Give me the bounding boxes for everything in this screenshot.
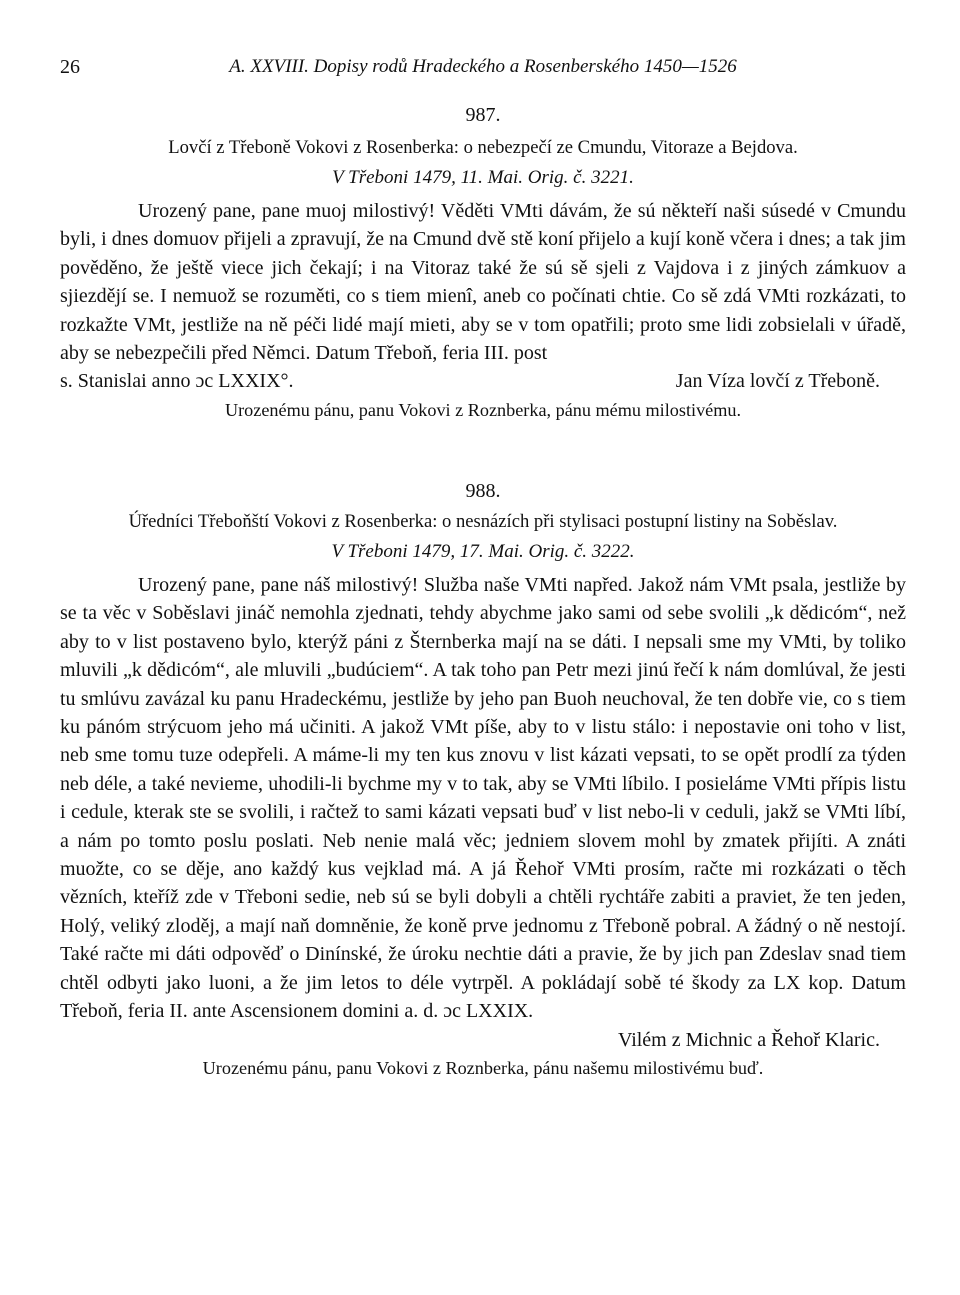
running-title: A. XXVIII. Dopisy rodů Hradeckého a Rosenberského 1450—1526 — [229, 56, 737, 77]
letter-dating: V Třeboni 1479, 17. Mai. Orig. č. 3222. — [331, 541, 635, 562]
letter-address: Urozenému pánu, panu Vokovi z Roznberka, pánu našemu milostivému buď. — [202, 1057, 764, 1078]
letter-body — [60, 571, 906, 1054]
letter-address: Urozenému pánu, panu Vokovi z Roznberka, pánu mému milostivému. — [224, 399, 742, 420]
letter-body — [60, 197, 906, 396]
letter-dating: V Třeboni 1479, 11. Mai. Orig. č. 3221. — [332, 167, 634, 188]
letter-signature: Vilém z Michnic a Řehoř Klaric. — [617, 1028, 880, 1051]
letter-regest: Lovčí z Třeboně Vokovi z Rosenberka: o nebezpečí ze Cmundu, Vitoraze a Bejdova. — [168, 137, 798, 158]
letter-988 — [60, 480, 906, 1082]
page-header — [60, 56, 906, 84]
letter-regest: Úředníci Třeboňští Vokovi z Rosenberka: o nesnázích při stylisaci postupní listiny na Soběslav. — [128, 511, 838, 532]
letter-987 — [60, 104, 906, 424]
letter-text: Urozený pane, pane náš milostivý! Služba naše VMti napřed. Jakož nám VMt psala, jestliže by se ta věc v Soběslavi jináč nemohla zjednati, tehdy abychme jako sami od sebe svolili „k dědicóm“, než aby to v list postaveno bylo, kterýž páni z Šternberka mají na se dáti. I nepsali sme my VMti, by toliko mluvili „k dědicóm“, ale mluvili „budúciem“. A tak toho pan Petr mezi jinú řečí k nám domlúval, že jesti tu smlúvu zavázal ku panu Hradeckému, jestliže by jeho pan Buoh neuchoval, že ten dobře vie, co s tiem ku pánóm strýcuom jeho má učiniti. A jakož VMt píše, aby to v listu stálo: i nepostavie oni toho v list, neb sme tomu tuze odepřeli. A máme-li my ten kus znovu v list kázati vepsati, to se opět prodlí za týden neb déle, a také nevieme, uhodili-li bychme my v to tak, aby se VMti líbilo. I posieláme VMti přípis listu i cedule, kterak ste se svolili, i račtež to sami kázati vepsati buď v list nebo-li v ceduli, jakž se VMti líbí, a nám po tomto poslu poslati. Neb nenie malá věc; jedniem slovem mohl by zmatek přijíti. A znáti muožte, co se děje, ano každý kus vejklad má. A já Řehoř VMti prosím, račte mi rozkázati o těch vězních, kteříž zde v Třeboni sedie, neb sú se byli dobyli a chtěli rychtáře zabiti a praviet, že ten jeden, Holý, veliký zloděj, a mají naň domněnie, že koně prve jednomu z Třeboně pobral. A žádný o ně nestojí. Také račte mi dáti odpověď o Dinínské, že úroku nechtie dáti a pravie, že by jich pan Zdeslav snad tiem chtěl odbyti jako luoni, a že jim letos to déle vytrpěl. A pokládají sobě té škody za LX kop. Datum Třeboň, feria II. ante Ascensionem domini a. d. ɔc LXXIX. — [60, 574, 906, 1023]
letter-number: 988. — [465, 480, 501, 502]
page-number: 26 — [60, 56, 80, 78]
letter-number: 987. — [465, 104, 501, 126]
letter-signature: Jan Víza lovčí z Třeboně. — [675, 370, 880, 393]
letter-closing: s. Stanislai anno ɔc LXXIX°. — [60, 370, 294, 393]
letter-text: Urozený pane, pane muoj milostivý! Věděti VMti dávám, že sú někteří naši súsedé v Cmundu byli, i dnes domuov přijeli a zpravují, že na Cmund dvě stě koní přijelo a kují koně včera i dnes; a tak jim pověděno, že ještě viece jich čekají; i na Vitoraz také že sú sě sjeli z Vajdova i z jiných zámkuov a sjiezdějí se. I nemuož se rozuměti, co s tiem mienî, aneb co počínati chtie. Co sě zdá VMti rozkázati, to rozkažte VMt, jestliže na ně péči lidé mají mieti, aby se v tom opatřili; proto sme lidi zobsielali v úřadě, aby se nebezpečili před Němci. Datum Třeboň, feria III. post — [60, 200, 906, 365]
closing-row — [60, 367, 906, 395]
